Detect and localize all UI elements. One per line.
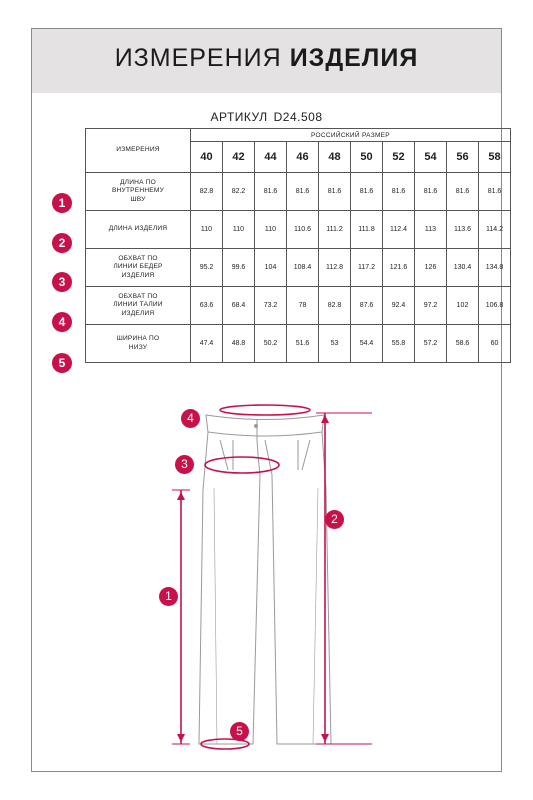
value-cell: 108.4 [287,249,319,287]
value-cell: 106.8 [479,287,511,325]
measure-label-line: ДЛИНА ИЗДЕЛИЯ [108,225,168,233]
left-leg [199,432,260,744]
value-cell: 110 [191,211,223,249]
measure-label-line: ШВУ [130,195,146,203]
diagram-marker-1: 1 [159,587,178,606]
measure-label-line: ШИРИНА ПО [116,335,160,342]
value-cell: 63.6 [191,287,223,325]
value-cell: 130.4 [447,249,479,287]
row-marker-5: 5 [52,353,72,373]
measure-label-line: ИЗДЕЛИЯ [121,309,155,317]
row-marker-1: 1 [52,193,72,213]
value-cell: 55.8 [383,325,415,363]
waist-ellipse [220,405,310,415]
value-cell: 73.2 [255,287,287,325]
diagram-marker-3: 3 [175,455,194,474]
value-cell: 81.6 [415,173,447,211]
measure-label-line: ВНУТРЕННЕМУ [112,187,164,195]
measurement-guides [181,405,325,749]
value-cell: 81.6 [287,173,319,211]
row-marker-4: 4 [52,312,72,332]
value-cell: 113 [415,211,447,249]
diagram-marker-2: 2 [325,510,344,529]
pants-outline [199,415,331,744]
value-cell: 81.6 [255,173,287,211]
right-leg [265,432,331,744]
value-cell: 58.6 [447,325,479,363]
value-cell: 82.2 [223,173,255,211]
value-cell: 82.8 [191,173,223,211]
size-header: РОССИЙСКИЙ РАЗМЕР [191,129,511,142]
value-cell: 92.4 [383,287,415,325]
value-cell: 117.2 [351,249,383,287]
measure-label-line: ДЛИНА ПО [120,178,156,186]
title-bold: ИЗДЕЛИЯ [289,44,419,72]
waistband [206,415,324,436]
value-cell: 134.8 [479,249,511,287]
value-cell: 111.8 [351,211,383,249]
value-cell: 102 [447,287,479,325]
value-cell: 112.8 [319,249,351,287]
value-cell: 60 [479,325,511,363]
value-cell: 95.2 [191,249,223,287]
value-cell: 78 [287,287,319,325]
value-cell: 114.2 [479,211,511,249]
size-46: 46 [287,142,319,173]
value-cell: 126 [415,249,447,287]
size-54: 54 [415,142,447,173]
measure-label-line: ОБХВАТ ПО [118,292,158,300]
size-42: 42 [223,142,255,173]
measure-label-line: ЛИНИИ БЕДЕР [113,263,163,271]
value-cell: 121.6 [383,249,415,287]
row-marker-3: 3 [52,272,72,292]
size-44: 44 [255,142,287,173]
value-cell: 97.2 [415,287,447,325]
value-cell: 48.8 [223,325,255,363]
hip-ellipse [205,457,279,473]
value-cell: 68.4 [223,287,255,325]
value-cell: 51.6 [287,325,319,363]
value-cell: 110.6 [287,211,319,249]
measure-label-line: НИЗУ [128,343,148,351]
size-56: 56 [447,142,479,173]
value-cell: 99.6 [223,249,255,287]
size-58: 58 [479,142,511,173]
title-light: ИЗМЕРЕНИЯ [114,44,282,72]
crease-lines [214,488,318,744]
fly-line [257,420,260,475]
value-cell: 113.6 [447,211,479,249]
value-cell: 110 [255,211,287,249]
measure-label-line: ЛИНИИ ТАЛИИ [113,301,163,309]
value-cell: 110 [223,211,255,249]
measure-label-line: ИЗДЕЛИЯ [121,271,155,279]
measure-label-line: ОБХВАТ ПО [118,254,158,262]
value-cell: 54.4 [351,325,383,363]
value-cell: 81.6 [447,173,479,211]
diagram-marker-5: 5 [230,722,249,741]
size-48: 48 [319,142,351,173]
value-cell: 81.6 [479,173,511,211]
button [254,424,258,428]
diagram-marker-4: 4 [181,409,200,428]
value-cell: 53 [319,325,351,363]
value-cell: 87.6 [351,287,383,325]
size-52: 52 [383,142,415,173]
measure-header: ИЗМЕРЕНИЯ [86,129,191,173]
value-cell: 47.4 [191,325,223,363]
value-cell: 57.2 [415,325,447,363]
value-cell: 111.2 [319,211,351,249]
value-cell: 112.4 [383,211,415,249]
value-cell: 81.6 [319,173,351,211]
value-cell: 82.8 [319,287,351,325]
row-marker-2: 2 [52,233,72,253]
value-cell: 81.6 [351,173,383,211]
value-cell: 50.2 [255,325,287,363]
size-50: 50 [351,142,383,173]
article-code: D24.508 [273,110,323,124]
article-label: АРТИКУЛ [210,110,268,124]
value-cell: 104 [255,249,287,287]
size-40: 40 [191,142,223,173]
value-cell: 81.6 [383,173,415,211]
